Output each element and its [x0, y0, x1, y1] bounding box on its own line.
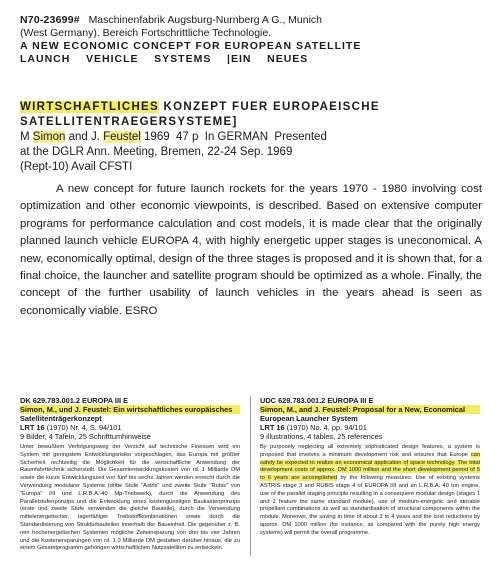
card-en-body-end: by the following measures: Use of existing systems ASTRIS stage 3 and RUBIS stage 4 of EUROPA I/II and an L.R.B.A. 40 ton engine, use of the parallel staging principle resulting in a consequent modular design (stages 1 and 2 feature the same standard module), use of medium-energetic and storable propellant combinations as well as standardisation of structural components within the module. Moreover, the saving in time of about 3 to 4 years and the cost reductions by approx. DM 1000 million (for instance, as compared with the purely high energy systems) will permit the overall programme. [260, 475, 480, 536]
card-en-series-detail: (1970) No. 4, pp. 94/101 [284, 423, 367, 432]
german-title-rest: KONZEPT FUER EUROPAEISCHE [163, 101, 380, 113]
card-de-body: Unter bewußtem Verfolgungsweg der Verzicht auf technische Finessen wird ein System mit geringstem Entwicklungsrisiko vorgeschlagen, das Europa mit größter Sicherheit rechtzeitig die Möglichkeit für die wirtschaftliche Anwendung der Raumfahrttechnik sicherstellt. Die Gesamtentwicklungskosten von rd. 1 Milliarde DM sowie die kurze Entwicklungszeit von fünf bis sechs Jahren werden erreicht durch die Verwendung modularer Systeme (dritte Stufe "Astris" und zweite Stufe "Rubis" von "Europa" I/II und L.R.B.A.-40 Mp-Triebwerk), durch die Anwendung des Parallelstufenprinzips und die Entwicklung eines kostengünstigen Baukastenprinzips (erste und zweite Stufe verwenden die gleiche Bauteile), durch die Verwendung mittelenergetischer, lagerfähiger Treibstoffkombinationen sowie durch die Standardisierung von Strukturbauteilen innerhalb der Baueinheit. Die gegenüber z. B. rein hochenergetischen Systemen mögliche Zeiteinsparung von drei bis vier Jahren und die Kostenersparungen von rd. 1,0 Milliarde DM gestatten darüber hinaus, die zu einem Gesamtprogramm gehörigen wirtschaftlichen Nutzsatelliten zu entwickeln. [20, 444, 240, 552]
card-de-series-ref: LRT 16 [20, 423, 45, 432]
card-de-authors-title-1: Simon, M., und J. Feustel: Ein wirtschaftliches europäisches [20, 405, 240, 414]
accession-number: N70-23699# [20, 14, 80, 26]
card-en-classification: UDC 629.783.001.2 EUROPA III E [260, 396, 374, 405]
catalog-card-german [20, 396, 240, 553]
meeting-line: at the DGLR Ann. Meeting, Bremen, 22-24 Sep. 1969 [20, 146, 293, 158]
german-title-line-2: SATELLITENTRAEGERSYSTEME] [20, 116, 238, 128]
authors-line [20, 130, 482, 145]
source-line-2: (West Germany). Bereich Fortschrittliche Technologie. [20, 27, 272, 39]
catalog-cards [20, 396, 482, 556]
card-de-series [20, 423, 240, 432]
author-joiner: and J. [65, 131, 104, 143]
german-title-line-1 [20, 100, 482, 115]
card-en-body-highlight: can safely be expected to realize an economical application of space technology. The total development costs of approx. DM 1000 million and the short development period of 5 to 6 years are accomplished [260, 451, 480, 482]
card-en-series [260, 423, 480, 432]
card-de-authors-title-2: Satellitenträgerkonzept [20, 414, 102, 423]
source-organization: Maschinenfabrik Augsburg-Nurnberg A G., Munich [88, 14, 323, 26]
card-en-illustrations: 9 illustrations, 4 tables, 25 references [260, 432, 383, 441]
author-feustel: Feustel [103, 131, 141, 143]
card-en-body [260, 444, 480, 538]
author-simon: Simon [32, 131, 66, 143]
card-en-series-ref: LRT 16 [260, 423, 285, 432]
publication-info: 1969 47 p In GERMAN Presented [140, 131, 327, 143]
author-initial: M [20, 131, 33, 143]
card-de-series-detail: (1970) Nr. 4, S. 94/101 [44, 423, 122, 432]
card-divider [250, 396, 251, 556]
report-availability: (Rept-10) Avail CFSTI [20, 161, 133, 173]
abstract-body [20, 181, 482, 320]
card-de-illustrations: 9 Bilder, 4 Tafeln, 25 Schrifttumhinweise [20, 432, 151, 441]
card-en-body-start: By purposely neglecting all extremely sophisticated design features, a system is proposed that involves a minimum development risk and ensures that Europe [260, 444, 480, 458]
catalog-card-english [260, 396, 480, 538]
english-title-line-2: LAUNCH VEHICLE SYSTEMS |EIN NEUES [20, 53, 309, 65]
source-line-1 [20, 14, 482, 27]
german-title-highlighted-word: WIRTSCHAFTLICHES [20, 101, 159, 113]
abstract-text: A new concept for future launch rockets for the years 1970 - 1980 involving cost optimization and other economic viewpoints, is described. Based on extensive computer programs for performance calculation and cost models, it is made clear that the originally planned launch vehicle EUROPA 4, with highly energetic upper stages is uneconomical. A new, economically optimal, design of the three stages is proposed and it is shown that, for a final choice, the launcher and satellite program should be optimized as a whole. Finally, the concept of the further usability of launch vehicles in the years ahead is seen as economically viable. ESRO [20, 183, 482, 317]
card-en-authors-title-2: European Launcher System [260, 414, 358, 423]
card-en-authors-title-1: Simon, M., and J. Feustel: Proposal for a New, Economical [260, 405, 480, 414]
card-de-classification: DK 629.783.001.2 EUROPA III E [20, 396, 129, 405]
abstract-entry [20, 14, 482, 320]
english-title-line-1: A NEW ECONOMIC CONCEPT FOR EUROPEAN SATELLITE [20, 40, 362, 52]
